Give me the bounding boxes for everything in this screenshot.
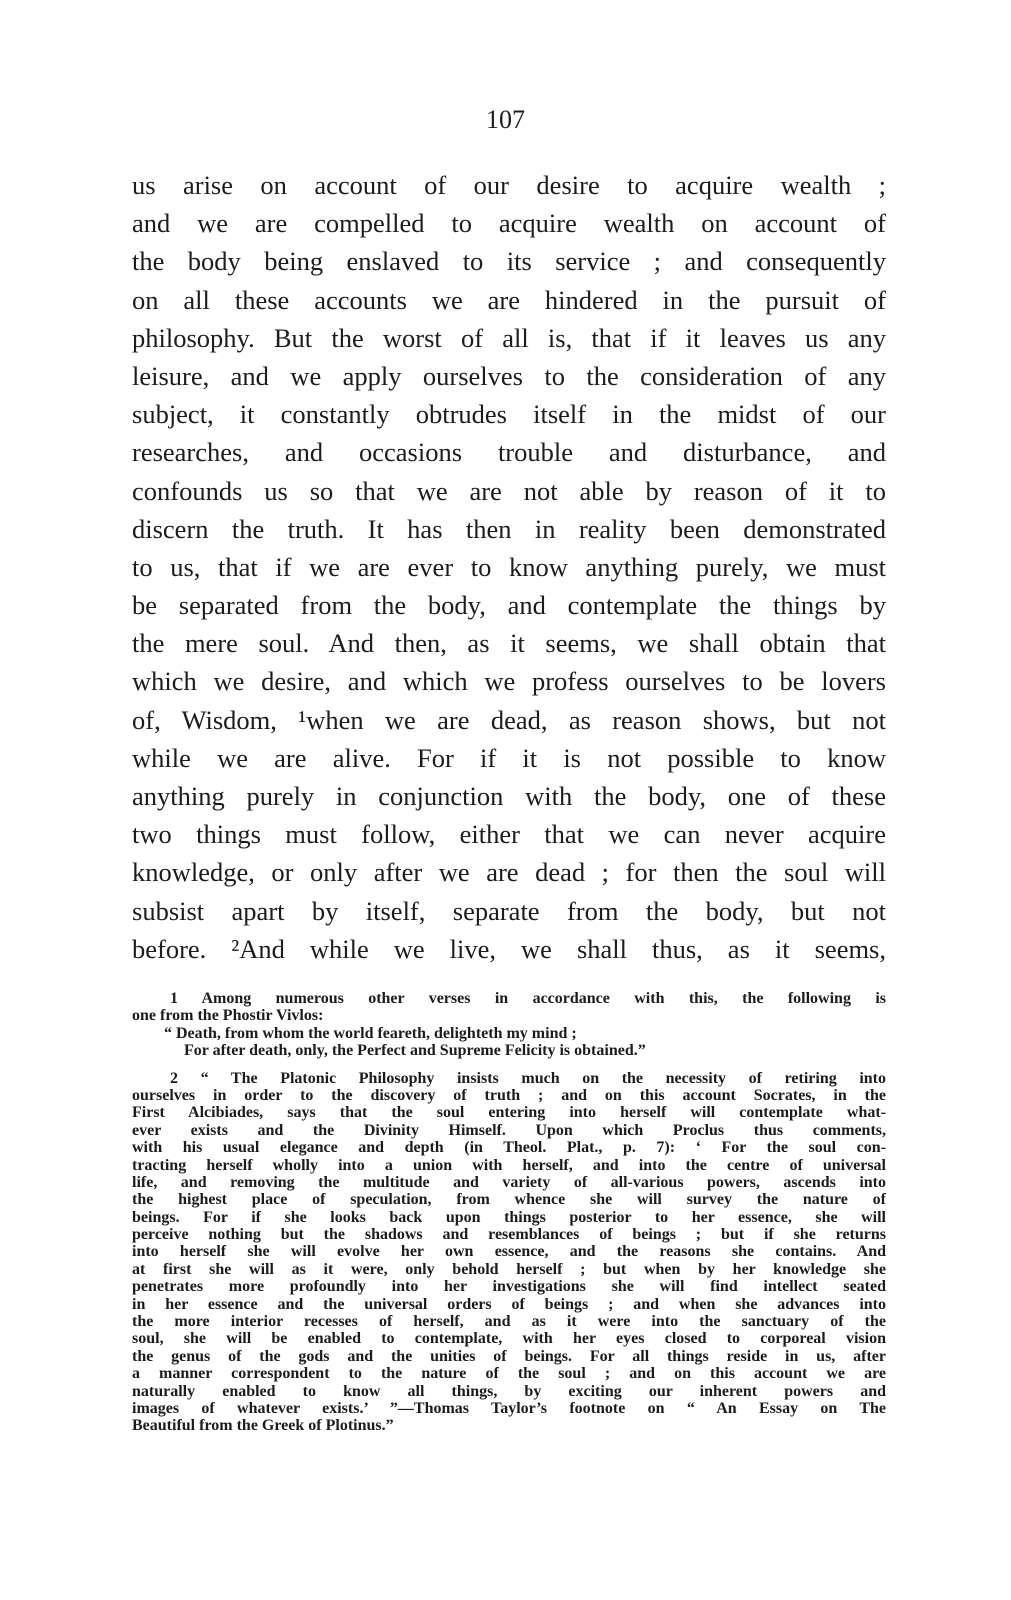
footnote-line: ourselves in order to the discovery of truth ; and on this account Socrates, in the — [132, 1086, 886, 1104]
body-line: before. ²And while we live, we shall thus, as it seems, — [132, 933, 886, 964]
body-line: us arise on account of our desire to acquire wealth ; — [132, 170, 886, 200]
footnote-1 — [132, 990, 886, 1060]
body-line: leisure, and we apply ourselves to the consideration of any — [132, 360, 886, 391]
footnote-line: at first she will as it were, only behold herself ; but when by her knowledge she — [132, 1260, 886, 1278]
footnote-line: Beautiful from the Greek of Plotinus.” — [132, 1417, 394, 1435]
footnote-line: tracting herself wholly into a union with herself, and into the centre of universal — [132, 1156, 886, 1174]
footnote-line: life, and removing the multitude and variety of all-various powers, ascends into — [132, 1173, 886, 1191]
footnote-line: soul, she will be enabled to contemplate, with her eyes closed to corporeal vision — [132, 1330, 886, 1348]
footnote-line: a manner correspondent to the nature of the soul ; and on this account we are — [132, 1365, 886, 1383]
footnote-line: the genus of the gods and the unities of beings. For all things reside in us, after — [132, 1347, 886, 1365]
footnote-line: in her essence and the universal orders of beings ; and when she advances into — [132, 1295, 886, 1313]
footnote-line: 1 Among numerous other verses in accordance with this, the following is — [170, 990, 886, 1007]
footnote-line: penetrates more profoundly into her investigations she will find intellect seated — [132, 1278, 886, 1296]
body-line: which we desire, and which we profess ourselves to be lovers — [132, 666, 886, 697]
footnote-line: “ Death, from whom the world feareth, delighteth my mind ; — [164, 1024, 577, 1042]
footnote-line: 2 “ The Platonic Philosophy insists much on the necessity of retiring into — [170, 1069, 886, 1087]
footnote-2 — [132, 1070, 886, 1435]
body-line: the body being enslaved to its service ; and consequently — [132, 246, 886, 277]
body-line: discern the truth. It has then in reality been demonstrated — [132, 513, 886, 544]
footnote-line: ever exists and the Divinity Himself. Upon which Proclus thus comments, — [132, 1121, 886, 1139]
footnote-line: with his usual elegance and depth (in Theol. Plat., p. 7): ‘ For the soul con- — [132, 1139, 886, 1157]
footnote-line: images of whatever exists.’ ”—Thomas Taylor’s footnote on “ An Essay on The — [132, 1399, 886, 1417]
footnote-line: one from the Phostir Vivlos: — [132, 1007, 324, 1025]
footnote-line: beings. For if she looks back upon things posterior to her essence, she will — [132, 1208, 886, 1226]
footnote-line: into herself she will evolve her own essence, and the reasons she contains. And — [132, 1243, 886, 1261]
footnote-line: the more interior recesses of herself, and as it were into the sanctuary of the — [132, 1313, 886, 1331]
body-line: to us, that if we are ever to know anything purely, we must — [132, 551, 886, 582]
body-line: philosophy. But the worst of all is, that if it leaves us any — [132, 322, 886, 353]
body-line: the mere soul. And then, as it seems, we shall obtain that — [132, 628, 886, 659]
body-line: confounds us so that we are not able by reason of it to — [132, 475, 886, 506]
footnote-line: naturally enabled to know all things, by exciting our inherent powers and — [132, 1382, 886, 1400]
body-line: while we are alive. For if it is not possible to know — [132, 742, 886, 773]
page-number: 107 — [486, 105, 525, 134]
body-line: and we are compelled to acquire wealth on account of — [132, 208, 886, 239]
footnote-line: First Alcibiades, says that the soul entering into herself will contemplate what- — [132, 1104, 886, 1122]
body-line: two things must follow, either that we can never acquire — [132, 819, 886, 850]
body-line: knowledge, or only after we are dead ; for then the soul will — [132, 857, 886, 888]
body-line: on all these accounts we are hindered in the pursuit of — [132, 284, 886, 315]
body-line: subject, it constantly obtrudes itself in the midst of our — [132, 399, 886, 430]
body-text — [132, 166, 886, 968]
footnote-line: perceive nothing but the shadows and resemblances of beings ; but if she returns — [132, 1226, 886, 1244]
footnotes — [132, 990, 886, 1435]
body-line: subsist apart by itself, separate from the body, but not — [132, 895, 886, 926]
footnote-line: the highest place of speculation, from whence she will survey the nature of — [132, 1191, 886, 1209]
body-line: anything purely in conjunction with the body, one of these — [132, 781, 886, 811]
body-line: of, Wisdom, ¹when we are dead, as reason shows, but not — [132, 704, 886, 735]
body-line: researches, and occasions trouble and disturbance, and — [132, 437, 886, 468]
body-line: be separated from the body, and contemplate the things by — [132, 590, 886, 621]
footnote-line: For after death, only, the Perfect and Supreme Felicity is obtained.” — [184, 1042, 646, 1060]
